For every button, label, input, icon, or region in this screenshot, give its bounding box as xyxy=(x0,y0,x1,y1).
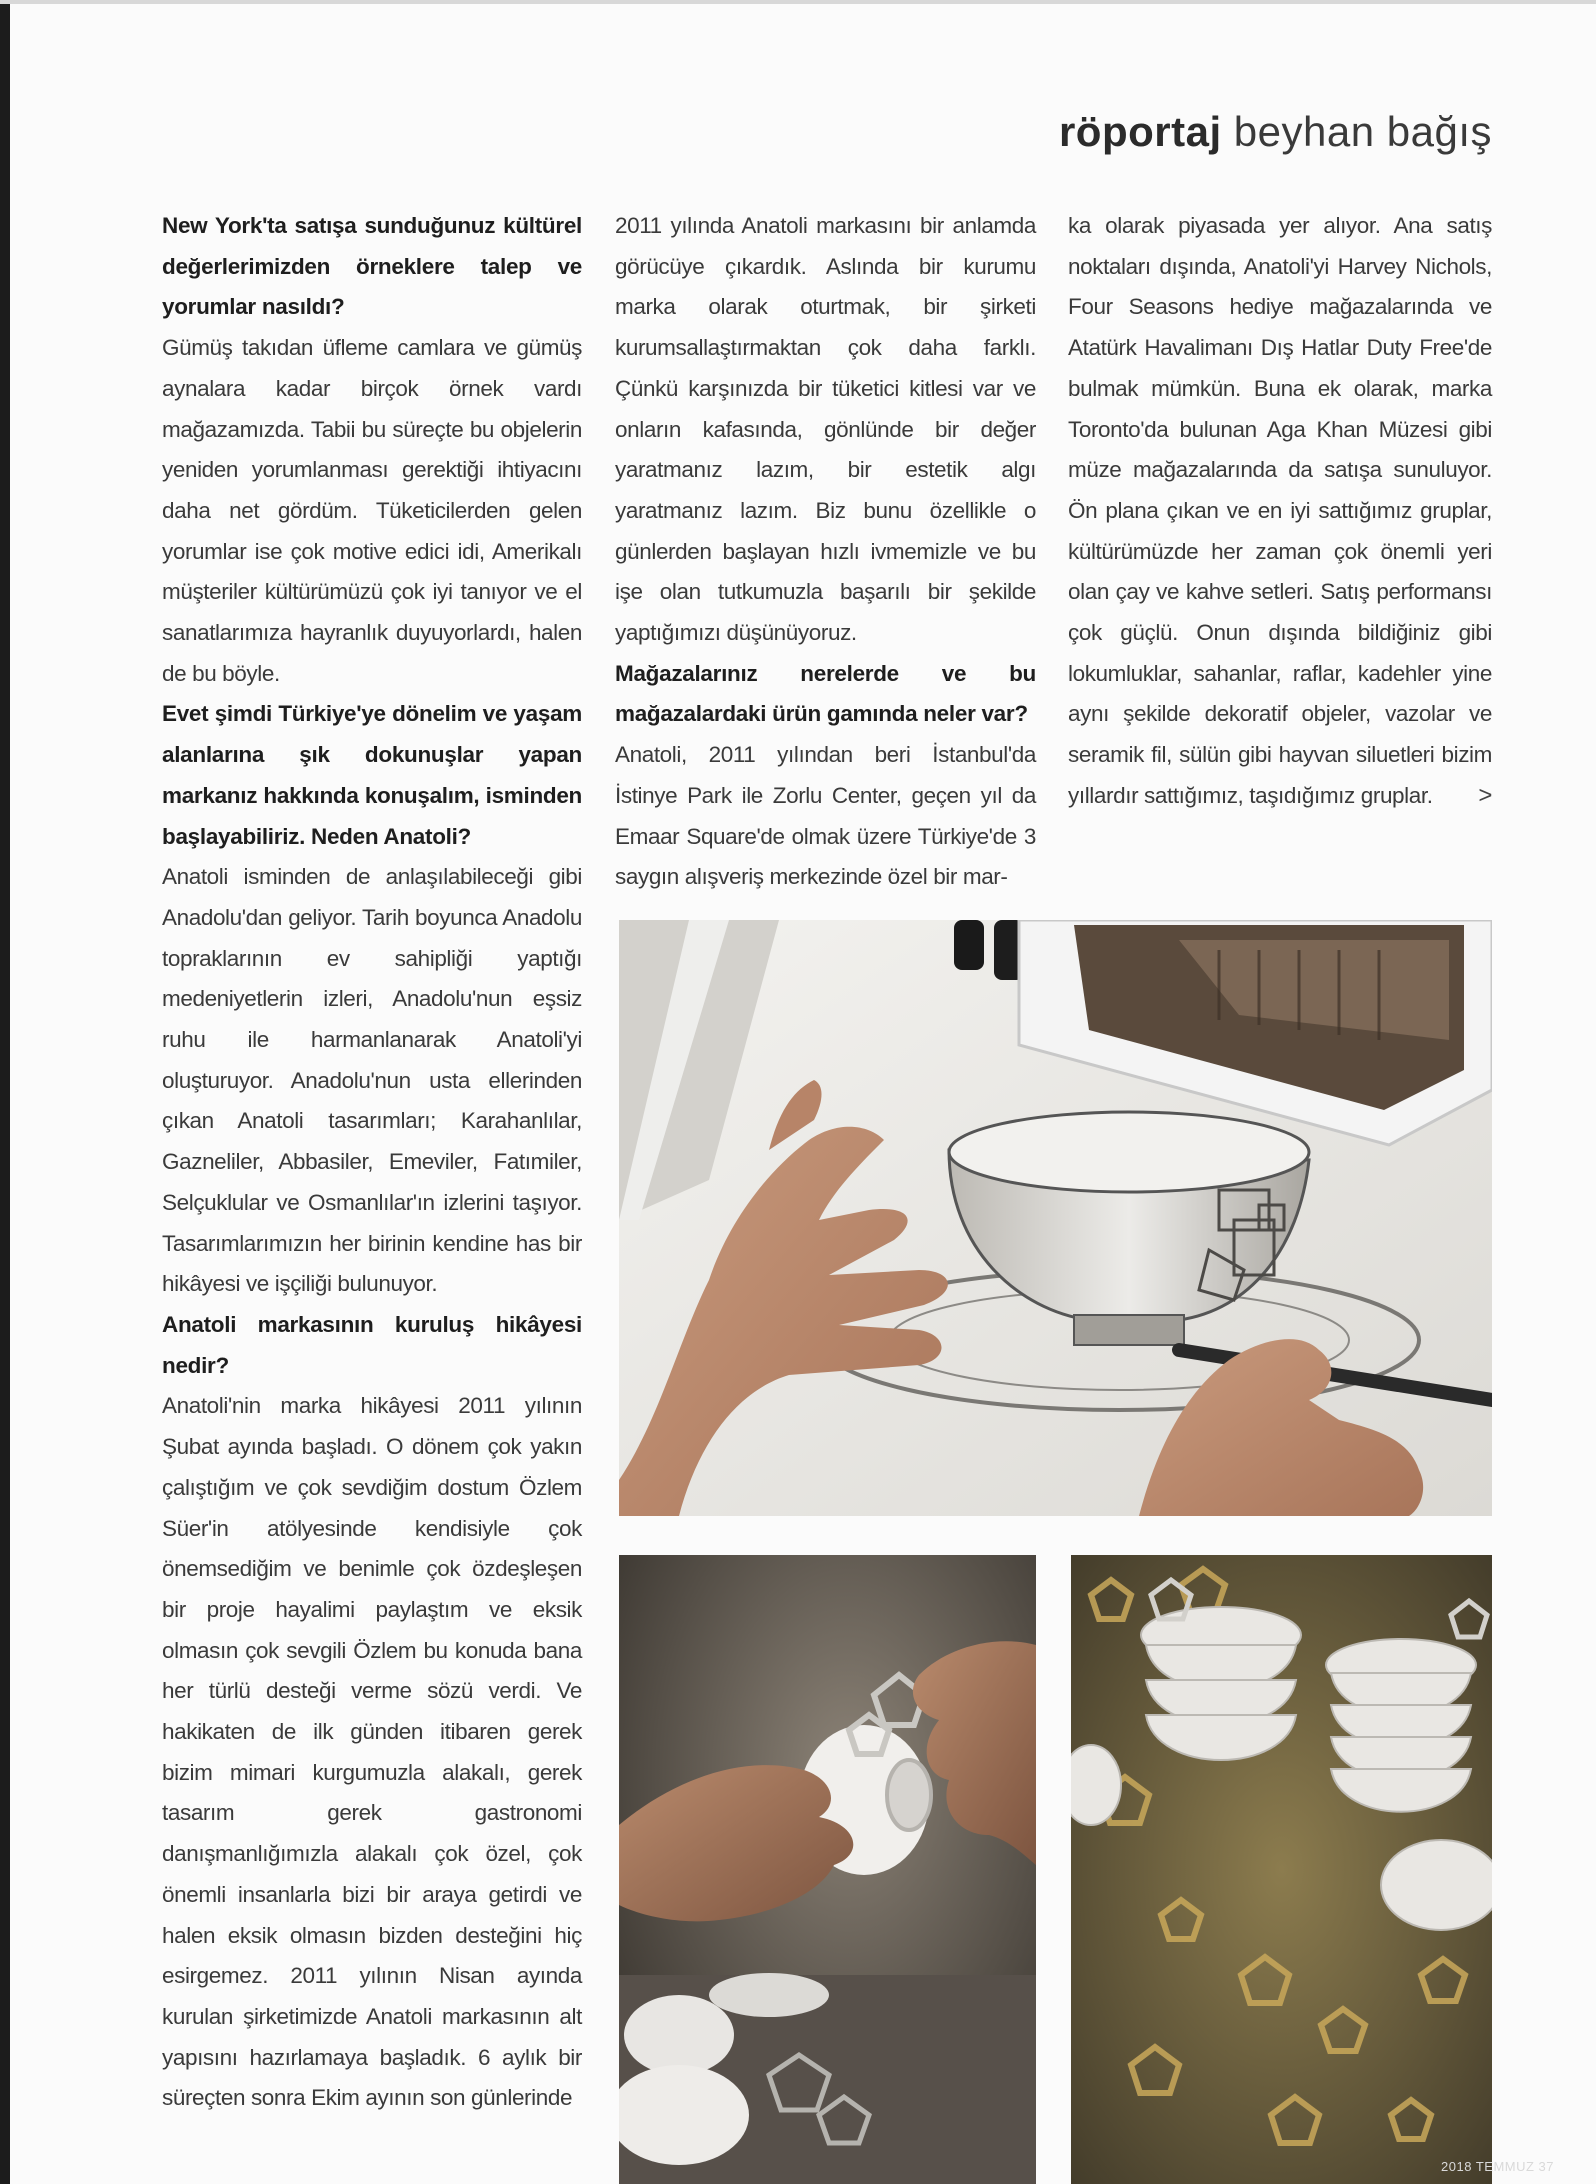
question-paragraph: Anatoli markasının kuruluş hikâyesi nedir? xyxy=(162,1311,582,1378)
question-paragraph: Evet şimdi Türkiye'ye dönelim ve yaşam alanlarına şık dokunuşlar yapan markanız hakkında konuşalım, isminden başlayabiliriz. Neden Anatoli? xyxy=(162,701,582,849)
article-column-2 xyxy=(615,206,1036,898)
answer-paragraph: Anatoli isminden de anlaşılabileceği gibi Anadolu'dan geliyor. Tarih boyunca Anadolu topraklarının ev sahipliği yaptığı medeniyetlerin izleri, Anadolu'nun eşsiz ruhu ile harmanlanarak Anatoli'yi oluşturuyor. Anadolu'nun usta ellerinden çıkan Anatoli tasarımları; Karahanlılar, Gazneliler, Abbasiler, Emeviler, Fatımiler, Selçuklular ve Osmanlılar'ın izlerini taşıyor. Tasarımlarımızın her birinin kendine has bir hikâyesi ve işçiliği bulunuyor. xyxy=(162,864,582,1297)
photo-cups-and-handles xyxy=(1071,1555,1492,2184)
interviewee-name: beyhan bağış xyxy=(1233,108,1492,155)
page-footer: 2018 TEMMUZ 37 xyxy=(1441,2159,1554,2174)
page-edge-shadow xyxy=(0,0,10,2184)
answer-paragraph: Anatoli, 2011 yılından beri İstanbul'da İstinye Park ile Zorlu Center, geçen yıl da Emaar Square'de olmak üzere Türkiye'de 3 saygın alışveriş merkezinde özel bir mar- xyxy=(615,742,1036,890)
photo-sketching-cup xyxy=(619,920,1492,1516)
answer-paragraph xyxy=(1068,206,1492,817)
answer-paragraph: Anatoli'nin marka hikâyesi 2011 yılının Şubat ayında başladı. O dönem çok yakın çalıştığım ve çok sevdiğim dostum Özlem Süer'in atölyesinde kendisiyle çok önemsediğim ve benimle çok özdeşleşen bir proje hayalimi paylaştım ve eksik olmasın çok sevgili Özlem bu konuda bana her türlü desteği verme sözü verdi. Ve hakikaten de ilk günden itibaren gerek bizim mimari kurgumuzla alakalı, gerek tasarım gerek gastronomi danışmanlığımızla alakalı çok özel, çok önemli insanlarla bizi bir araya getirdi ve halen eksik olmasın bizden desteğini hiç esirgemez. 2011 yılının Nisan ayında kurulan şirketimizde Anatoli markasının alt yapısını hazırlamaya başladık. 6 aylık bir süreçten sonra Ekim ayının son günlerinde xyxy=(162,1393,582,2111)
section-label: röportaj xyxy=(1058,108,1222,155)
page-header xyxy=(1059,108,1492,156)
continue-arrow: > xyxy=(1478,781,1492,809)
question-paragraph: New York'ta satışa sunduğunuz kültürel değerlerimizden örneklere talep ve yorumlar nasıldı? xyxy=(162,213,582,320)
question-paragraph: Mağazalarınız nerelerde ve bu mağazalardaki ürün gamında neler var? xyxy=(615,660,1036,727)
article-column-3 xyxy=(1068,206,1492,817)
article-column-1 xyxy=(162,206,582,2119)
answer-text: ka olarak piyasada yer alıyor. Ana satış noktaları dışında, Anatoli'yi Harvey Nichols, Four Seasons hediye mağazalarında ve Atatürk Havalimanı Dış Hatlar Duty Free'de bulmak mümkün. Buna ek olarak, marka Toronto'da bulunan Aga Khan Müzesi gibi müze mağazalarında da satışa sunuluyor. Ön plana çıkan ve en iyi sattığımız gruplar, kültürümüzde her zaman çok önemli yeri olan çay ve kahve setleri. Satış performansı çok güçlü. Onun dışında bildiğiniz gibi lokumluklar, sahanlar, raflar, kadehler yine aynı şekilde dekoratif objeler, vazolar ve seramik fil, sülün gibi hayvan siluetleri bizim yıllardır sattığımız, taşıdığımız gruplar. xyxy=(1068,213,1492,808)
answer-paragraph: 2011 yılında Anatoli markasını bir anlamda görücüye çıkardık. Aslında bir kurumu marka olarak oturtmak, bir şirketi kurumsallaştırmaktan çok daha farklı. Çünkü karşınızda bir tüketici kitlesi var ve onların kafasında, gönlünde bir değer yaratmanız lazım, bir estetik algı yaratmanız lazım. Biz bunu özellikle o günlerden başlayan hızlı ivmemizle ve bu işe olan tutkumuzla başarılı bir şekilde yaptığımızı düşünüyoruz. xyxy=(615,213,1036,646)
answer-paragraph: Gümüş takıdan üfleme camlara ve gümüş aynalara kadar birçok örnek vardı mağazamızda. Tabii bu süreçte bu objelerin yeniden yorumlanması gerektiği ihtiyacını daha net gördüm. Tüketicilerden gelen yorumlar ise çok motive edici idi, Amerikalı müşteriler kültürümüzü çok iyi tanıyor ve el sanatlarımıza hayranlık duyuyorlardı, halen de bu böyle. xyxy=(162,335,582,686)
page-top-edge xyxy=(0,0,1596,4)
photo-artisan-hands xyxy=(619,1555,1036,2184)
